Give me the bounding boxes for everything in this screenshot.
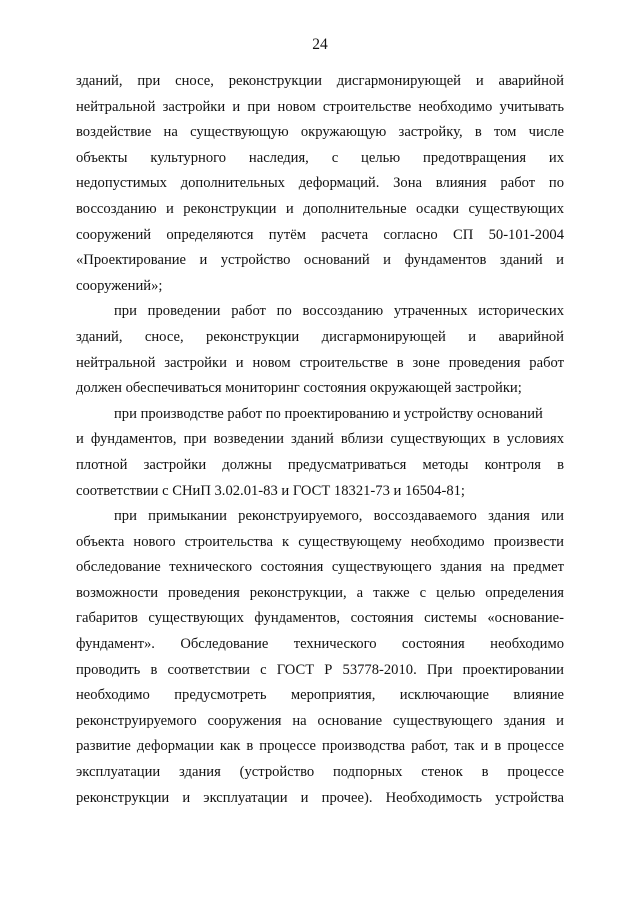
text-line: сооружений»; (76, 277, 163, 294)
text-line: возможности проведения реконструкции, а также с целью определения (76, 584, 564, 601)
text-line: воссозданию и реконструкции и дополнительные осадки существующих (76, 200, 564, 217)
text-line: необходимо предусмотреть мероприятия, исключающие влияние (76, 687, 564, 704)
text-line: нейтральной застройки и при новом строительстве необходимо учитывать (76, 98, 564, 115)
text-line: при примыкании реконструируемого, воссоздаваемого здания или (114, 508, 564, 525)
text-line: недопустимых дополнительных деформаций. Зона влияния работ по (76, 175, 564, 192)
body-text (76, 69, 564, 811)
text-line: нейтральной застройки и новом строительстве в зоне проведения работ (76, 354, 564, 371)
page-number: 24 (312, 36, 328, 53)
text-line: плотной застройки должны предусматриваться методы контроля в (76, 456, 564, 473)
text-line: воздействие на существующую окружающую застройку, в том числе (76, 124, 564, 141)
text-line: соответствии с СНиП 3.02.01-83 и ГОСТ 18321-73 и 16504-81; (76, 482, 465, 499)
text-line: и фундаментов, при возведении зданий вблизи существующих в условиях (76, 431, 564, 448)
text-line: объекты культурного наследия, с целью предотвращения их (76, 149, 564, 166)
text-line: сооружений определяются путём расчета согласно СП 50-101-2004 (76, 226, 564, 243)
text-line: реконструируемого сооружения на основание существующего здания и (76, 712, 564, 729)
text-line: объекта нового строительства к существующему необходимо произвести (76, 533, 564, 550)
text-line: при проведении работ по воссозданию утраченных исторических (114, 303, 564, 320)
text-line: проводить в соответствии с ГОСТ Р 53778-2010. При проектировании (76, 661, 564, 678)
text-line: «Проектирование и устройство оснований и фундаментов зданий и (76, 252, 564, 269)
text-line: зданий, при сносе, реконструкции дисгармонирующей и аварийной (76, 73, 564, 89)
text-line: при производстве работ по проектированию и устройству оснований (114, 405, 543, 422)
text-line: зданий, сносе, реконструкции дисгармонирующей и аварийной (76, 328, 564, 345)
text-line: развитие деформации как в процессе производства работ, так и в процессе (76, 738, 564, 755)
text-line: фундамент». Обследование технического состояния необходимо (76, 636, 564, 653)
text-lines (76, 69, 564, 811)
text-line: обследование технического состояния существующего здания на предмет (76, 559, 564, 576)
text-line: эксплуатации здания (устройство подпорных стенок в процессе (76, 764, 564, 781)
text-line: габаритов существующих фундаментов, состояния системы «основание- (76, 610, 564, 627)
text-line: должен обеспечиваться мониторинг состояния окружающей застройки; (76, 380, 522, 397)
text-line: реконструкции и эксплуатации и прочее). Необходимость устройства (76, 789, 564, 806)
